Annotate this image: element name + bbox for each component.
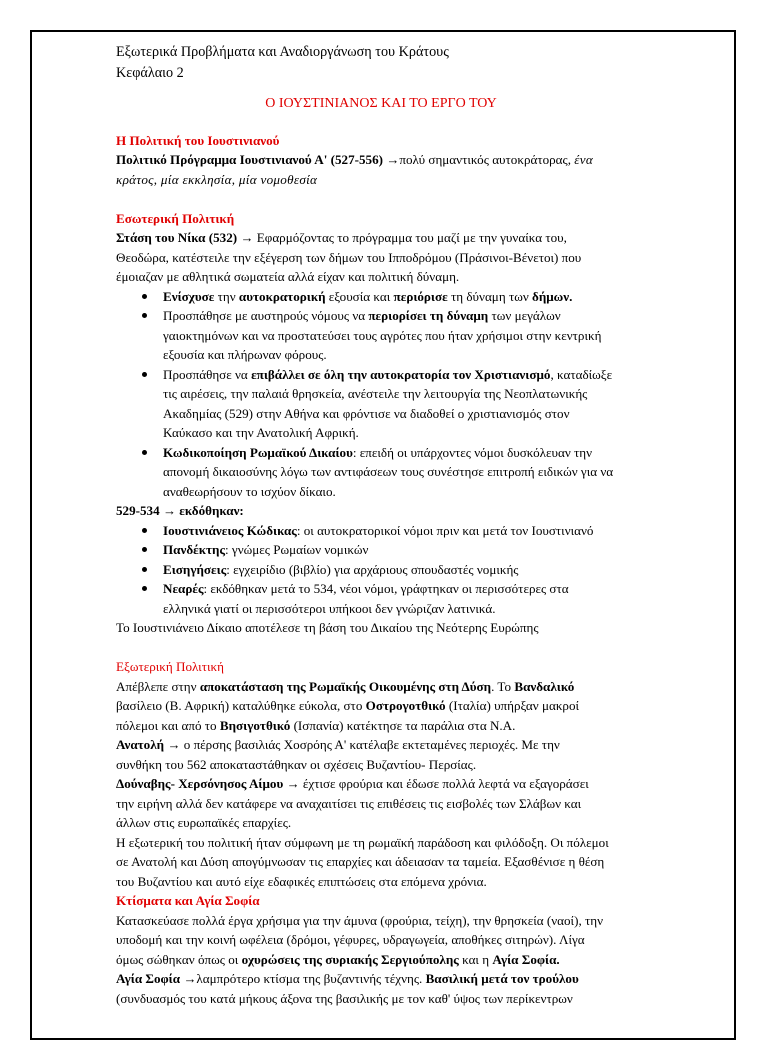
- b1-text-2: εξουσία και: [325, 288, 394, 304]
- b2-strong: περιορίσει τη δύναμη: [368, 308, 489, 323]
- b4-line-3: αναθεωρήσουν το ισχύον δίκαιο.: [163, 483, 336, 499]
- internal-policy-list: [116, 287, 646, 502]
- west-text-1: Απέβλεπε στην: [116, 678, 200, 694]
- east-text: ο πέρσης βασιλιάς Χοσρόης Α' κατέλαβε εκτεταμένες περιοχές. Με την: [180, 737, 560, 752]
- document-body: [116, 42, 646, 1008]
- c3-text: : εγχειρίδιο (βιβλίο) για αρχάριους σπουδαστές νομικής: [226, 561, 519, 577]
- document-header: [116, 42, 646, 84]
- buildings-line-3a: όμως σώθηκαν όπως οι: [116, 951, 242, 967]
- list-item: [116, 560, 646, 580]
- b4-strong: Κωδικοποίηση Ρωμαϊκού Δικαίου: [163, 444, 353, 460]
- page-title: Ο ΙΟΥΣΤΙΝΙΑΝΟΣ ΚΑΙ ΤΟ ΕΡΓΟ ΤΟΥ: [265, 96, 497, 111]
- list-item: [116, 306, 646, 365]
- nika-text-3: έμοιαζαν με αθλητικά σωματεία αλλά είχαν και πολιτική δύναμη.: [116, 269, 460, 284]
- c3-strong: Εισηγήσεις: [163, 561, 227, 577]
- program-line: [116, 150, 646, 170]
- buildings-line-1: Κατασκεύασε πολλά έργα χρήσιμα για την άμυνα (φρούρια, τείχη), την θρησκεία (ναοί), την: [116, 912, 604, 928]
- heading-internal-policy: Εσωτερική Πολιτική: [116, 210, 235, 226]
- issued-label: 529-534 → εκδόθηκαν:: [116, 503, 244, 518]
- summary-paragraph: [116, 833, 646, 892]
- summary-line-1: Η εξωτερική του πολιτική ήταν σύμφωνη με τη ρωμαϊκή παράδοση και φιλόδοξη. Οι πόλεμοι: [116, 834, 609, 850]
- west-line-3b: Βησιγοτθικό: [219, 717, 291, 733]
- buildings-line-3b: οχυρώσεις της συριακής Σεργιούπολης: [241, 951, 459, 967]
- program-motto-1: ένα: [574, 152, 594, 167]
- buildings-line-3d: Αγία Σοφία.: [492, 951, 560, 967]
- danube-line-2: την ειρήνη αλλά δεν κατάφερε να αναχαιτίσει τις επιθέσεις τις εισβολές των Σλάβων και: [116, 795, 582, 811]
- b2-line-3: εξουσία και πλήρωναν φόρους.: [163, 347, 327, 362]
- buildings-line-4c: Βασιλική μετά τον τρούλου: [425, 971, 579, 986]
- east-paragraph: [116, 735, 646, 774]
- heading-buildings: Κτίσματα και Αγία Σοφία: [116, 893, 260, 908]
- b4-line-2: απονομή δικαιοσύνης λόγω των αντιφάσεων τους συνέστησε επιτροπή ειδικών για να: [163, 464, 614, 479]
- list-item: [116, 365, 646, 443]
- program-label: Πολιτικό Πρόγραμμα Ιουστινιανού Α' (527-556) →: [116, 152, 400, 167]
- buildings-paragraph: [116, 911, 646, 1009]
- east-label: Ανατολή →: [116, 737, 181, 752]
- b3-line-4: Καύκασο και την Ανατολική Αφρική.: [163, 425, 359, 440]
- b1-strong-3: περιόρισε: [393, 288, 448, 304]
- nika-label: Στάση του Νίκα (532) →: [116, 230, 254, 245]
- b2-text-2: των μεγάλων: [488, 308, 561, 323]
- west-text-2: . Το: [491, 678, 515, 694]
- west-line-2a: βασίλειο (Β. Αφρική) καταλύθηκε εύκολα, στο: [116, 698, 366, 713]
- c4-line-2: ελληνικά γιατί οι περισσότεροι υπήκοοι δεν γνώριζαν λατινικά.: [163, 600, 496, 616]
- danube-label: Δούναβης- Χερσόνησος Αίμου →: [116, 776, 300, 791]
- list-item: [116, 521, 646, 541]
- issued-heading: [116, 501, 646, 521]
- danube-text: έχτισε φρούρια και έδωσε πολλά λεφτά να εξαγοράσει: [299, 776, 589, 791]
- program-text: πολύ σημαντικός αυτοκράτορας,: [399, 152, 575, 167]
- b3-text-2: , καταδίωξε: [550, 366, 613, 382]
- west-line-3a: πόλεμοι και από το: [116, 717, 220, 733]
- b2-text-1: Προσπάθησε με αυστηρούς νόμους να: [163, 308, 369, 323]
- nika-text-2: Θεοδώρα, κατέστειλε την εξέγερση των δήμων του Ιπποδρόμου (Πράσινοι-Βένετοι) που: [116, 249, 582, 265]
- buildings-line-3c: και η: [458, 951, 493, 967]
- west-paragraph: [116, 677, 646, 736]
- west-strong-2: Βανδαλικό: [514, 678, 575, 694]
- west-line-2b: Οστρογοτθικό: [365, 698, 446, 713]
- b1-strong-1: Ενίσχυσε: [163, 288, 215, 304]
- buildings-line-4b: →λαμπρότερο κτίσμα της βυζαντινής τέχνης.: [180, 971, 426, 986]
- heading-external-policy: Εξωτερική Πολιτική: [116, 659, 224, 674]
- b3-text-1: Προσπάθησε να: [163, 366, 252, 382]
- hagia-sophia-label: Αγία Σοφία: [116, 971, 181, 986]
- west-line-3c: (Ισπανία) κατέκτησε τα παράλια στα Ν.Α.: [290, 717, 516, 733]
- danube-line-3: άλλων στις ευρωπαϊκές επαρχίες.: [116, 815, 292, 830]
- c2-strong: Πανδέκτης: [163, 542, 225, 557]
- list-item: [116, 540, 646, 560]
- east-line-2: συνθήκη του 562 αποκαταστάθηκαν οι σχέσεις Βυζαντίου- Περσίας.: [116, 756, 477, 772]
- b1-text-3: τη δύναμη των: [447, 288, 533, 304]
- danube-paragraph: [116, 774, 646, 833]
- law-closing-line: Το Ιουστινιάνειο Δίκαιο αποτέλεσε τη βάση του Δικαίου της Νεότερης Ευρώπης: [116, 620, 539, 635]
- list-item: [116, 443, 646, 502]
- c2-text: : γνώμες Ρωμαίων νομικών: [225, 542, 369, 557]
- b2-line-2: γαιοκτημόνων και να προστατεύσει τους αγρότες που ήταν χρήσιμοι στην κεντρική: [163, 327, 602, 343]
- program-motto-line: [116, 170, 646, 190]
- b3-line-2: τις αιρέσεις, την παλαιά θρησκεία, ανέστειλε την λειτουργία της Νεοπλατωνικής: [163, 386, 588, 401]
- c4-strong: Νεαρές: [163, 581, 204, 596]
- b1-strong-4: δήμων.: [532, 288, 573, 304]
- west-line-2c: (Ιταλία) υπήρξαν μακροί: [445, 698, 580, 713]
- nika-paragraph: [116, 228, 646, 287]
- list-item: [116, 287, 646, 307]
- b3-strong: επιβάλλει σε όλη την αυτοκρατορία τον Χριστιανισμό: [251, 366, 551, 382]
- buildings-line-2: υποδομή και την κοινή ωφέλεια (δρόμοι, γέφυρες, υδραγωγεία, αποθήκες σιτηρών). Λίγα: [116, 932, 585, 947]
- header-subject: Εξωτερικά Προβλήματα και Αναδιοργάνωση του Κράτους: [116, 44, 449, 60]
- c1-strong: Ιουστινιάνειος Κώδικας: [163, 522, 297, 538]
- list-item: [116, 579, 646, 618]
- b4-text: : επειδή οι υπάρχοντες νόμοι δυσκόλευαν την: [352, 444, 593, 460]
- program-motto-2: κράτος, μία εκκλησία, μία νομοθεσία: [116, 171, 318, 187]
- heading-politics: Η Πολιτική του Ιουστινιανού: [116, 132, 280, 148]
- summary-line-3: του Βυζαντίου και αυτό είχε εδαφικές επιπτώσεις στα επόμενα χρόνια.: [116, 873, 487, 889]
- header-chapter: Κεφάλαιο 2: [116, 65, 184, 81]
- west-strong-1: αποκατάσταση της Ρωμαϊκής Οικουμένης στη Δύση: [199, 678, 492, 694]
- c4-text: : εκδόθηκαν μετά το 534, νέοι νόμοι, γράφτηκαν οι περισσότερες στα: [203, 581, 569, 596]
- b3-line-3: Ακαδημίας (529) στην Αθήνα και φρόντισε να διαδοθεί ο χριστιανισμός στον: [163, 405, 570, 421]
- nika-text-1: Εφαρμόζοντας το πρόγραμμα του μαζί με την γυναίκα του,: [253, 230, 567, 245]
- codification-list: [116, 521, 646, 619]
- summary-line-2: σε Ανατολή και Δύση απογύμνωσαν τις επαρχίες και άδειασαν τα ταμεία. Εξασθένισε η θέση: [116, 854, 605, 869]
- b1-strong-2: αυτοκρατορική: [238, 288, 326, 304]
- b1-text-1: την: [214, 288, 239, 304]
- buildings-line-5: (συνδυασμός του κατά μήκους άξονα της βασιλικής με τον καθ' ύψος των περίκεντρων: [116, 990, 573, 1006]
- c1-text: : οι αυτοκρατορικοί νόμοι πριν και μετά τον Ιουστινιανό: [296, 522, 594, 538]
